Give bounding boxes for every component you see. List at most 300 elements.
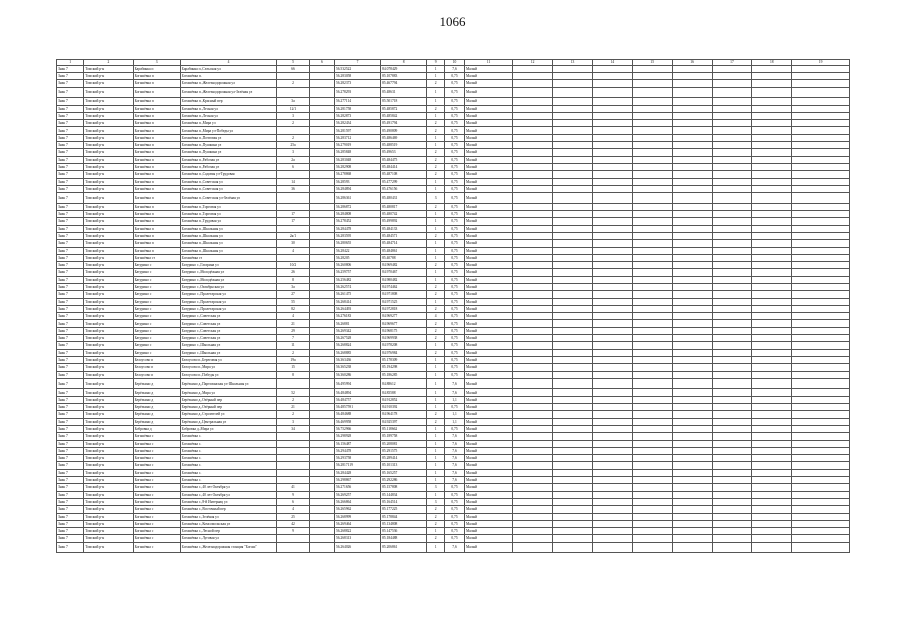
table-cell bbox=[513, 320, 553, 327]
table-cell: 85.486469 bbox=[381, 134, 427, 141]
table-cell bbox=[752, 491, 792, 498]
table-cell: Малый bbox=[464, 404, 512, 411]
table-cell bbox=[632, 149, 672, 156]
table-cell: Богашёвка п bbox=[133, 127, 180, 134]
table-cell bbox=[277, 87, 310, 98]
table-cell: 56.469958 bbox=[334, 418, 380, 425]
table-cell bbox=[553, 396, 593, 403]
table-cell: Малый bbox=[464, 65, 512, 72]
table-cell bbox=[632, 484, 672, 491]
table-cell bbox=[592, 178, 632, 185]
table-cell: Богашёвка с. bbox=[180, 462, 277, 469]
table-cell bbox=[553, 364, 593, 371]
table-cell: 4 bbox=[277, 313, 310, 320]
table-cell bbox=[712, 396, 752, 403]
table-cell: 85.208081 bbox=[381, 440, 427, 447]
table-cell bbox=[712, 404, 752, 411]
table-cell: 56.261475 bbox=[334, 291, 380, 298]
table-cell: 0,75 bbox=[445, 305, 465, 312]
table-cell: 4 bbox=[427, 313, 445, 320]
table-cell: Малый bbox=[464, 276, 512, 283]
table-cell: Богашёвка с.,Комсомольская ул bbox=[180, 520, 277, 527]
table-cell bbox=[792, 440, 850, 447]
table-cell: 85.184488 bbox=[381, 535, 427, 542]
table-cell bbox=[592, 80, 632, 87]
table-cell: 8 bbox=[277, 371, 310, 378]
table-cell bbox=[309, 218, 334, 225]
table-cell: Знак 7 bbox=[57, 305, 84, 312]
table-cell bbox=[632, 320, 672, 327]
table-cell bbox=[672, 356, 712, 363]
page-number: 1066 bbox=[439, 14, 466, 29]
table-cell bbox=[309, 80, 334, 87]
table-cell bbox=[309, 240, 334, 247]
table-cell: 0,75 bbox=[445, 163, 465, 170]
table-cell: 7,6 bbox=[445, 378, 465, 389]
table-cell: 56.281758 bbox=[334, 105, 380, 112]
table-cell: 56.4857591 bbox=[334, 404, 380, 411]
table-cell bbox=[553, 542, 593, 553]
table-row bbox=[57, 276, 850, 283]
table-cell bbox=[632, 298, 672, 305]
table-cell: Богашёвка с.,40 лет Октября ул bbox=[180, 491, 277, 498]
table-cell bbox=[513, 87, 553, 98]
table-cell: 56.156487 bbox=[334, 440, 380, 447]
table-row bbox=[57, 105, 850, 112]
table-cell: Томский р-н bbox=[84, 313, 133, 320]
table-row bbox=[57, 364, 850, 371]
table-cell bbox=[553, 447, 593, 454]
table-cell bbox=[592, 477, 632, 484]
table-cell: Малый bbox=[464, 411, 512, 418]
table-cell: Знак 7 bbox=[57, 171, 84, 178]
table-cell: Томский р-н bbox=[84, 225, 133, 232]
table-cell bbox=[632, 156, 672, 163]
table-cell bbox=[632, 313, 672, 320]
table-cell bbox=[277, 203, 310, 210]
table-cell bbox=[592, 498, 632, 505]
table-cell bbox=[309, 396, 334, 403]
table-cell: Богашёвка с.,8-й Интернац ул bbox=[180, 498, 277, 505]
table-cell bbox=[712, 156, 752, 163]
table-cell: 2 bbox=[427, 156, 445, 163]
table-cell bbox=[792, 447, 850, 454]
table-cell bbox=[672, 477, 712, 484]
table-cell: 0,75 bbox=[445, 528, 465, 535]
table-cell: 1 bbox=[427, 87, 445, 98]
table-cell: 7,6 bbox=[445, 65, 465, 72]
table-cell: 84.976984 bbox=[381, 349, 427, 356]
table-cell bbox=[309, 491, 334, 498]
table-cell: 1 bbox=[427, 389, 445, 396]
table-cell: Томский р-н bbox=[84, 284, 133, 291]
table-row bbox=[57, 447, 850, 454]
table-cell bbox=[513, 356, 553, 363]
table-cell: 2 bbox=[427, 320, 445, 327]
table-cell: 0,75 bbox=[445, 105, 465, 112]
table-cell bbox=[752, 291, 792, 298]
table-cell bbox=[513, 520, 553, 527]
table-cell: Знак 7 bbox=[57, 520, 84, 527]
table-cell: 56.283712 bbox=[334, 134, 380, 141]
table-cell bbox=[309, 87, 334, 98]
table-row bbox=[57, 269, 850, 276]
table-cell: Богашёвка с.,Железнодорожная станция "Богаш" bbox=[180, 542, 277, 553]
table-cell bbox=[712, 440, 752, 447]
table-cell: 84.910392 bbox=[381, 404, 427, 411]
table-cell bbox=[592, 276, 632, 283]
table-cell bbox=[553, 73, 593, 80]
table-row bbox=[57, 156, 850, 163]
table-cell: Томский р-н bbox=[84, 193, 133, 204]
table-cell: Знак 7 bbox=[57, 404, 84, 411]
table-cell bbox=[792, 73, 850, 80]
table-cell: Богашёвка п.,Торговая ул bbox=[180, 211, 277, 218]
table-cell: Малый bbox=[464, 327, 512, 334]
table-cell: 0,75 bbox=[445, 232, 465, 239]
table-cell bbox=[309, 389, 334, 396]
table-cell bbox=[712, 211, 752, 218]
table-cell: Батурино с.,Молодёжная ул bbox=[180, 269, 277, 276]
table-cell bbox=[752, 327, 792, 334]
table-cell bbox=[752, 211, 792, 218]
table-row bbox=[57, 396, 850, 403]
table-cell: 3 bbox=[427, 193, 445, 204]
table-cell: 1 bbox=[427, 356, 445, 363]
table-cell bbox=[309, 418, 334, 425]
table-row bbox=[57, 171, 850, 178]
table-cell: 56.495994 bbox=[334, 378, 380, 389]
table-cell bbox=[592, 247, 632, 254]
table-cell bbox=[792, 371, 850, 378]
table-cell bbox=[592, 291, 632, 298]
table-cell bbox=[672, 469, 712, 476]
table-cell bbox=[513, 171, 553, 178]
table-cell: 7,6 bbox=[445, 469, 465, 476]
table-cell: Малый bbox=[464, 80, 512, 87]
table-cell: Знак 7 bbox=[57, 193, 84, 204]
table-cell bbox=[632, 425, 672, 432]
table-cell bbox=[752, 276, 792, 283]
table-row bbox=[57, 356, 850, 363]
table-cell bbox=[553, 203, 593, 210]
table-cell: Малый bbox=[464, 291, 512, 298]
table-cell: 85.484571 bbox=[381, 232, 427, 239]
table-cell: 56.264493 bbox=[334, 305, 380, 312]
table-cell bbox=[592, 262, 632, 269]
table-cell: 2 bbox=[427, 163, 445, 170]
table-cell bbox=[752, 65, 792, 72]
table-cell bbox=[592, 371, 632, 378]
table-cell: 2 bbox=[427, 203, 445, 210]
table-cell bbox=[712, 342, 752, 349]
table-cell: 85.488519 bbox=[381, 142, 427, 149]
table-cell bbox=[592, 185, 632, 192]
table-cell: 0,75 bbox=[445, 284, 465, 291]
table-row bbox=[57, 469, 850, 476]
table-cell bbox=[513, 232, 553, 239]
table-cell: Малый bbox=[464, 185, 512, 192]
table-cell: Богашёвка п.,Лесная ул bbox=[180, 112, 277, 119]
table-cell: 85.480742 bbox=[381, 211, 427, 218]
table-cell bbox=[309, 232, 334, 239]
table-cell: Берёзкино д bbox=[133, 418, 180, 425]
table-cell bbox=[309, 356, 334, 363]
table-cell bbox=[792, 171, 850, 178]
column-number: 3 bbox=[133, 60, 180, 66]
table-cell: Малый bbox=[464, 506, 512, 513]
table-cell bbox=[672, 364, 712, 371]
table-cell: Бобровка д bbox=[133, 425, 180, 432]
table-cell: Богашёвка с bbox=[133, 506, 180, 513]
table-cell bbox=[513, 455, 553, 462]
table-cell bbox=[712, 335, 752, 342]
column-number: 9 bbox=[427, 60, 445, 66]
table-cell: Богашёвка п bbox=[133, 80, 180, 87]
table-cell bbox=[672, 163, 712, 170]
table-cell bbox=[792, 87, 850, 98]
table-cell: Малый bbox=[464, 225, 512, 232]
table-cell: Батурино с bbox=[133, 305, 180, 312]
table-cell bbox=[712, 193, 752, 204]
table-cell: 2 bbox=[427, 80, 445, 87]
table-cell: Богашёвка п bbox=[133, 105, 180, 112]
table-cell: Томский р-н bbox=[84, 535, 133, 542]
table-cell: Богашёвка п bbox=[133, 203, 180, 210]
table-cell bbox=[712, 447, 752, 454]
column-number: 12 bbox=[513, 60, 553, 66]
table-cell bbox=[792, 477, 850, 484]
table-cell: 2 bbox=[427, 232, 445, 239]
table-cell bbox=[792, 320, 850, 327]
table-cell: Богашёвка ст bbox=[133, 254, 180, 261]
table-cell: 56.268885 bbox=[334, 349, 380, 356]
table-cell: Томский р-н bbox=[84, 134, 133, 141]
table-cell: Знак 7 bbox=[57, 284, 84, 291]
column-number: 19 bbox=[792, 60, 850, 66]
table-cell bbox=[792, 389, 850, 396]
table-cell bbox=[513, 149, 553, 156]
table-cell: Батурино с bbox=[133, 349, 180, 356]
table-cell: 85.194298 bbox=[381, 364, 427, 371]
table-cell: Знак 7 bbox=[57, 364, 84, 371]
table-row bbox=[57, 418, 850, 425]
table-cell bbox=[592, 535, 632, 542]
table-row bbox=[57, 284, 850, 291]
table-cell: 1 bbox=[427, 371, 445, 378]
table-cell bbox=[277, 254, 310, 261]
table-cell bbox=[712, 171, 752, 178]
registry-table bbox=[56, 59, 850, 553]
table-cell: Знак 7 bbox=[57, 506, 84, 513]
table-cell: Богашёвка п.,Красный пер bbox=[180, 98, 277, 105]
table-cell bbox=[752, 396, 792, 403]
table-cell bbox=[309, 349, 334, 356]
table-cell bbox=[752, 528, 792, 535]
table-cell: 56.286361 bbox=[334, 193, 380, 204]
table-cell: 85.165257 bbox=[381, 469, 427, 476]
table-cell: 25 bbox=[277, 513, 310, 520]
table-cell: 0,75 bbox=[445, 225, 465, 232]
table-cell: 2 bbox=[427, 291, 445, 298]
table-cell bbox=[792, 462, 850, 469]
table-cell bbox=[792, 342, 850, 349]
table-cell: Батурино с.,Молодёжная ул bbox=[180, 276, 277, 283]
table-cell bbox=[277, 193, 310, 204]
table-cell bbox=[752, 378, 792, 389]
table-cell: Батурино с.,Октябрьская ул bbox=[180, 284, 277, 291]
table-cell bbox=[752, 484, 792, 491]
table-cell bbox=[712, 378, 752, 389]
table-cell bbox=[792, 127, 850, 134]
table-cell: Томский р-н bbox=[84, 98, 133, 105]
table-cell bbox=[592, 65, 632, 72]
table-cell bbox=[672, 73, 712, 80]
table-cell bbox=[672, 65, 712, 72]
table-cell bbox=[712, 218, 752, 225]
table-cell bbox=[672, 404, 712, 411]
table-cell: 0,75 bbox=[445, 520, 465, 527]
table-cell: Томский р-н bbox=[84, 149, 133, 156]
table-cell bbox=[632, 269, 672, 276]
table-cell: Богашёвка с bbox=[133, 498, 180, 505]
table-cell: Малый bbox=[464, 262, 512, 269]
table-cell bbox=[672, 276, 712, 283]
table-cell: Томский р-н bbox=[84, 254, 133, 261]
table-cell: 1 bbox=[427, 211, 445, 218]
table-cell: Знак 7 bbox=[57, 447, 84, 454]
table-cell: Томский р-н bbox=[84, 276, 133, 283]
table-cell bbox=[672, 98, 712, 105]
table-cell: Белоусово п.,Береговая ул bbox=[180, 356, 277, 363]
table-cell: 0,75 bbox=[445, 80, 465, 87]
table-cell: 56.484757 bbox=[334, 396, 380, 403]
table-cell bbox=[277, 378, 310, 389]
table-cell: Томский р-н bbox=[84, 112, 133, 119]
table-cell bbox=[752, 342, 792, 349]
table-cell: Берёзкино д bbox=[133, 411, 180, 418]
table-cell: Богашёвка п bbox=[133, 87, 180, 98]
table-cell: 0,75 bbox=[445, 276, 465, 283]
table-cell bbox=[513, 120, 553, 127]
table-cell bbox=[672, 378, 712, 389]
table-cell bbox=[792, 313, 850, 320]
column-number: 7 bbox=[334, 60, 380, 66]
table-cell bbox=[632, 528, 672, 535]
table-cell bbox=[277, 225, 310, 232]
table-cell: 25а bbox=[277, 142, 310, 149]
table-cell bbox=[513, 396, 553, 403]
table-cell: Богашёвка с bbox=[133, 484, 180, 491]
table-cell bbox=[592, 455, 632, 462]
table-cell bbox=[592, 105, 632, 112]
table-cell: 0,75 bbox=[445, 87, 465, 98]
table-cell: 0,75 bbox=[445, 218, 465, 225]
table-cell: 56.28593 bbox=[334, 178, 380, 185]
table-cell: 85.178844 bbox=[381, 513, 427, 520]
table-cell: 1,1 bbox=[445, 411, 465, 418]
table-cell bbox=[309, 98, 334, 105]
table-cell bbox=[592, 396, 632, 403]
table-cell: 2 bbox=[277, 120, 310, 127]
table-cell bbox=[672, 134, 712, 141]
table-cell: 34 bbox=[277, 425, 310, 432]
table-cell: Батурино с.,Советская ул bbox=[180, 313, 277, 320]
table-cell bbox=[712, 80, 752, 87]
table-cell: Богашёвка п.,Мира ул bbox=[180, 120, 277, 127]
table-cell bbox=[752, 411, 792, 418]
table-cell bbox=[712, 127, 752, 134]
table-cell bbox=[513, 313, 553, 320]
table-cell: Томский р-н bbox=[84, 433, 133, 440]
table-cell bbox=[632, 447, 672, 454]
table-row bbox=[57, 425, 850, 432]
table-cell bbox=[672, 342, 712, 349]
table-cell: 56.284478 bbox=[334, 225, 380, 232]
table-cell: Малый bbox=[464, 378, 512, 389]
table-cell bbox=[632, 163, 672, 170]
table-cell: Батурино с bbox=[133, 298, 180, 305]
table-cell: Богашёвка п.,Почтовая ул bbox=[180, 134, 277, 141]
table-cell: 0,75 bbox=[445, 498, 465, 505]
table-cell: Малый bbox=[464, 440, 512, 447]
table-cell bbox=[513, 65, 553, 72]
table-cell bbox=[553, 276, 593, 283]
table-cell bbox=[712, 149, 752, 156]
table-cell bbox=[792, 232, 850, 239]
table-cell bbox=[632, 411, 672, 418]
table-cell: 56.282434 bbox=[334, 120, 380, 127]
table-cell: 84.980482 bbox=[381, 276, 427, 283]
table-cell: Томский р-н bbox=[84, 203, 133, 210]
table-cell bbox=[792, 335, 850, 342]
table-row bbox=[57, 327, 850, 334]
table-cell: 85.477299 bbox=[381, 178, 427, 185]
table-cell bbox=[513, 506, 553, 513]
table-cell bbox=[792, 469, 850, 476]
table-cell: Богашёвка п.,Пушкина ул bbox=[180, 142, 277, 149]
table-cell bbox=[792, 484, 850, 491]
table-cell bbox=[553, 378, 593, 389]
table-cell: Малый bbox=[464, 313, 512, 320]
table-cell bbox=[672, 349, 712, 356]
table-cell: 2 bbox=[277, 349, 310, 356]
table-cell bbox=[792, 520, 850, 527]
table-cell bbox=[672, 203, 712, 210]
table-cell: 7,6 bbox=[445, 477, 465, 484]
table-cell: Богашёвка с. bbox=[180, 455, 277, 462]
table-cell bbox=[592, 134, 632, 141]
table-cell bbox=[712, 305, 752, 312]
table-cell bbox=[513, 291, 553, 298]
table-cell: Богашёвка п bbox=[133, 112, 180, 119]
table-cell: 1 bbox=[427, 447, 445, 454]
table-cell: 1 bbox=[427, 178, 445, 185]
table-cell: 56.267528 bbox=[334, 335, 380, 342]
table-cell bbox=[592, 378, 632, 389]
table-cell: Знак 7 bbox=[57, 491, 84, 498]
table-cell: 2 bbox=[427, 335, 445, 342]
table-cell bbox=[513, 73, 553, 80]
table-cell bbox=[792, 506, 850, 513]
table-row bbox=[57, 411, 850, 418]
table-cell bbox=[632, 98, 672, 105]
table-row bbox=[57, 87, 850, 98]
table-cell bbox=[309, 378, 334, 389]
table-cell bbox=[513, 254, 553, 261]
table-cell: Берёзкино д bbox=[133, 396, 180, 403]
table-cell: Томский р-н bbox=[84, 87, 133, 98]
